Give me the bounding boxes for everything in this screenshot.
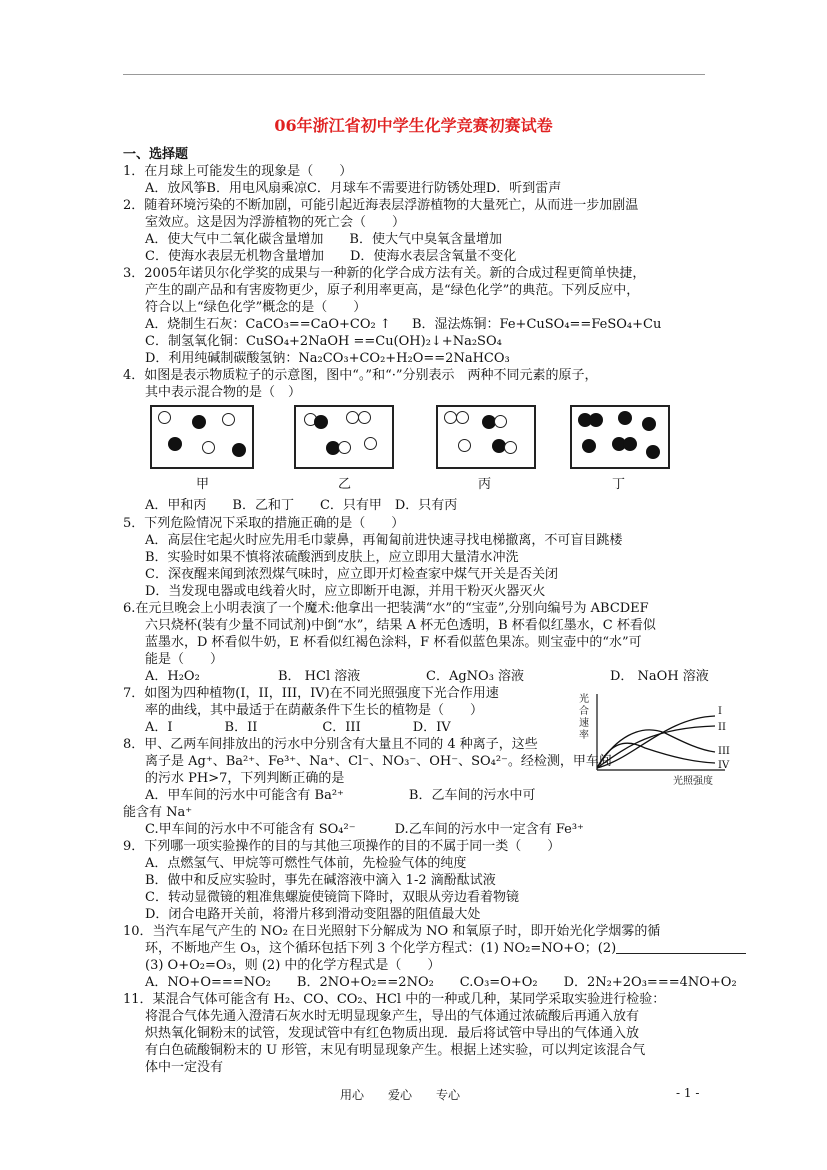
q1-options: A．放风筝B．用电风扇乘凉C．月球车不需要进行防锈处理D．听到雷声	[145, 181, 562, 196]
curve-label-III: III	[718, 746, 730, 757]
q5-option-b: B．实验时如果不慎将浓硫酸洒到皮肤上，应立即用大量清水冲洗	[145, 550, 519, 565]
q8-stem-cont: 的污水 PH>7，下列判断正确的是	[145, 771, 345, 786]
q10-stem-cont	[145, 940, 746, 957]
page-number: - 1 -	[676, 1086, 700, 1100]
white-atom	[202, 441, 215, 454]
q7-stem: 7．如图为四种植物(I，II，III，IV)在不同光照强度下光合作用速	[123, 686, 499, 701]
q10-equations: 环，不断地产生 O₃，这个循环包括下列 3 个化学方程式：(1) NO₂=NO+O；(2)	[145, 941, 617, 956]
q2-options-ab: A．使大气中二氧化碳含量增加 B．使大气中臭氧含量增加	[145, 232, 502, 247]
q2-options-cd: C．使海水表层无机物含量增加 D．使海水表层含氧量不变化	[145, 249, 517, 264]
q3-option-b: B．湿法炼铜：Fe+CuSO₄==FeSO₄+Cu	[412, 317, 662, 332]
section-heading: 一、选择题	[123, 147, 189, 162]
q6-option-c: C．AgNO₃ 溶液	[426, 669, 525, 684]
black-atom	[618, 411, 632, 425]
photosynthesis-chart	[575, 688, 735, 788]
chart-ylabel-1: 光	[579, 694, 589, 705]
q5-option-c: C．深夜醒来闻到浓烈煤气味时，应立即开灯检查家中煤气开关是否关闭	[145, 567, 558, 582]
black-atom	[623, 437, 637, 451]
q11-stem-cont2: 炽热氧化铜粉末的试管，发现试管中有红色物质出现．最后将试管中导出的气体通入放	[145, 1026, 640, 1041]
q9-option-c: C．转动显微镜的粗准焦螺旋使镜筒下降时，双眼从旁边看着物镜	[145, 890, 519, 905]
q3-option-d: D．利用纯碱制碳酸氢钠：Na₂CO₃+CO₂+H₂O==2NaHCO₃	[145, 351, 510, 366]
q6-stem: 6.在元旦晚会上小明表演了一个魔术:他拿出一把装满“水”的“宝壶”,分别向编号为 ABCDEF	[123, 601, 649, 616]
curve-I	[597, 716, 715, 768]
q8-stem: 8．甲、乙两车间排放出的污水中分别含有大量且不同的 4 种离子，这些	[123, 737, 538, 752]
q11-stem-cont: 将混合气体先通入澄清石灰水时无明显现象产生，导出的气体通过浓硫酸后再通入放有	[145, 1009, 640, 1024]
chart-ylabel-3: 速	[579, 718, 589, 729]
q11-stem: 11．某混合气体可能含有 H₂、CO、CO₂、HCl 中的一种或几种，某同学采取实验进行检验：	[123, 992, 666, 1007]
q6-option-a: A．H₂O₂	[145, 669, 200, 684]
footer-motto: 用心 爱心 专心	[340, 1088, 461, 1102]
q9-option-d: D．闭合电路开关前，将滑片移到滑动变阻器的阻值最大处	[145, 907, 481, 922]
header-rule	[123, 74, 705, 75]
q8-option-b-cont: 能含有 Na⁺	[123, 805, 193, 820]
q10-options: A．NO+O===NO₂ B．2NO+O₂==2NO₂ C.O₃=O+O₂ D．2N₂+2O₃===4NO+O₂	[145, 975, 737, 990]
chart-xlabel: 光照强度	[673, 776, 713, 787]
chart-ylabel-2: 合	[579, 706, 589, 717]
q9-option-b: B．做中和反应实验时，事先在碱溶液中滴入 1-2 滴酚酞试液	[145, 873, 496, 888]
box-label-ding: 丁	[612, 477, 626, 492]
q2-stem: 2．随着环境污染的不断加剧，可能引起近海表层浮游植物的大量死亡，从而进一步加剧温	[123, 198, 639, 213]
white-atom	[504, 441, 517, 454]
q11-stem-cont4: 体中一定没有	[145, 1060, 224, 1075]
q10-stem-cont2: (3) O+O₂=O₃，则 (2) 中的化学方程式是（ ）	[145, 958, 441, 973]
particle-box-jia	[150, 405, 254, 469]
q1-stem: 1．在月球上可能发生的现象是（ ）	[123, 164, 353, 179]
q3-stem-cont2: 符合以上“绿色化学”概念的是（ ）	[145, 300, 367, 315]
q3-stem-cont: 产生的副产品和有害废物更少，原子利用率更高，是“绿色化学”的典范。下列反应中，	[145, 283, 640, 298]
chart-ylabel-4: 率	[579, 730, 589, 741]
q2-stem-cont: 室效应。这是因为浮游植物的死亡会（ ）	[145, 215, 406, 230]
q10-answer-blank[interactable]	[616, 941, 746, 954]
q8-ions: 离子是 Ag⁺、Ba²⁺、Fe³⁺、Na⁺、Cl⁻、NO₃⁻、OH⁻、SO₄²⁻。经检测，甲车间	[145, 754, 612, 769]
box-label-jia: 甲	[196, 477, 210, 492]
white-atom	[222, 413, 235, 426]
curve-label-I: I	[718, 706, 722, 717]
q9-stem: 9．下列哪一项实验操作的目的与其他三项操作的目的不属于同一类（ ）	[123, 839, 561, 854]
q10-stem: 10．当汽车尾气产生的 NO₂ 在日光照射下分解成为 NO 和氧原子时，即开始光化学烟雾的循	[123, 924, 661, 939]
white-atom	[338, 441, 351, 454]
q9-option-a: A．点燃氢气、甲烷等可燃性气体前，先检验气体的纯度	[145, 856, 467, 871]
box-label-bing: 丙	[478, 477, 492, 492]
white-atom	[458, 439, 471, 452]
q6-stem-cont3: 能是（ ）	[145, 652, 224, 667]
particle-box-ding	[570, 405, 670, 469]
q4-stem: 4．如图是表示物质粒子的示意图，图中“。”和“·”分别表示 两种不同元素的原子，	[123, 368, 598, 383]
black-atom	[168, 437, 182, 451]
q3-stem: 3．2005年诺贝尔化学奖的成果与一种新的化学合成方法有关。新的合成过程更简单快捷，	[123, 266, 646, 281]
black-atom	[589, 413, 603, 427]
q5-stem: 5．下列危险情况下采取的措施正确的是（ ）	[123, 516, 405, 531]
box-label-yi: 乙	[338, 477, 352, 492]
black-atom	[642, 417, 656, 431]
black-atom	[232, 443, 246, 457]
q3-option-a: A．烧制生石灰：CaCO₃==CaO+CO₂ ↑	[145, 317, 391, 332]
white-atom	[158, 411, 171, 424]
q7-stem-cont: 率的曲线，其中最适于在荫蔽条件下生长的植物是（ ）	[145, 703, 484, 718]
q6-option-b: B． HCl 溶液	[278, 669, 361, 684]
q8-option-cd: C.甲车间的污水中不可能含有 SO₄²⁻ D.乙车间的污水中一定含有 Fe³⁺	[145, 822, 584, 837]
q6-stem-cont: 六只烧杯(装有少量不同试剂)中倒“水”，结果 A 杯无色透明，B 杯看似红墨水，C 杯看似	[145, 618, 656, 633]
black-atom	[646, 445, 660, 459]
q8-option-ab: A．甲车间的污水中可能含有 Ba²⁺ B．乙车间的污水中可	[145, 788, 536, 803]
q7-options: A．I B．II C．III D．IV	[145, 720, 451, 735]
black-atom	[314, 415, 328, 429]
white-atom	[358, 411, 371, 424]
q3-option-c: C．制氢氧化铜：CuSO₄+2NaOH ==Cu(OH)₂↓+Na₂SO₄	[145, 334, 502, 349]
q4-stem-cont: 其中表示混合物的是（ ）	[145, 385, 302, 400]
white-atom	[364, 437, 377, 450]
white-atom	[494, 415, 507, 428]
q6-stem-cont2: 蓝墨水，D 杯看似牛奶，E 杯看似红褐色涂料，F 杯看似蓝色果冻。则宝壶中的“水”可	[145, 635, 642, 650]
curve-label-IV: IV	[718, 760, 730, 771]
particle-box-bing	[436, 405, 536, 469]
q6-option-d: D． NaOH 溶液	[610, 669, 709, 684]
page-title: 06年浙江省初中学生化学竞赛初赛试卷	[274, 116, 553, 135]
q11-stem-cont3: 有白色硫酸铜粉末的 U 形管，末见有明显现象产生。根据上述实验，可以判定该混合气	[145, 1043, 646, 1058]
white-atom	[456, 411, 469, 424]
q5-option-d: D．当发现电器或电线着火时，应立即断开电源，并用干粉灭火器灭火	[145, 584, 546, 599]
q5-option-a: A．高层住宅起火时应先用毛巾蒙鼻，再匍匐前进快速寻找电梯撤离，不可盲目跳楼	[145, 533, 623, 548]
curve-label-II: II	[718, 722, 726, 733]
particle-box-yi	[294, 405, 394, 469]
q4-options: A．甲和丙 B．乙和丁 C．只有甲 D．只有丙	[145, 498, 458, 513]
black-atom	[582, 439, 596, 453]
black-atom	[192, 415, 206, 429]
